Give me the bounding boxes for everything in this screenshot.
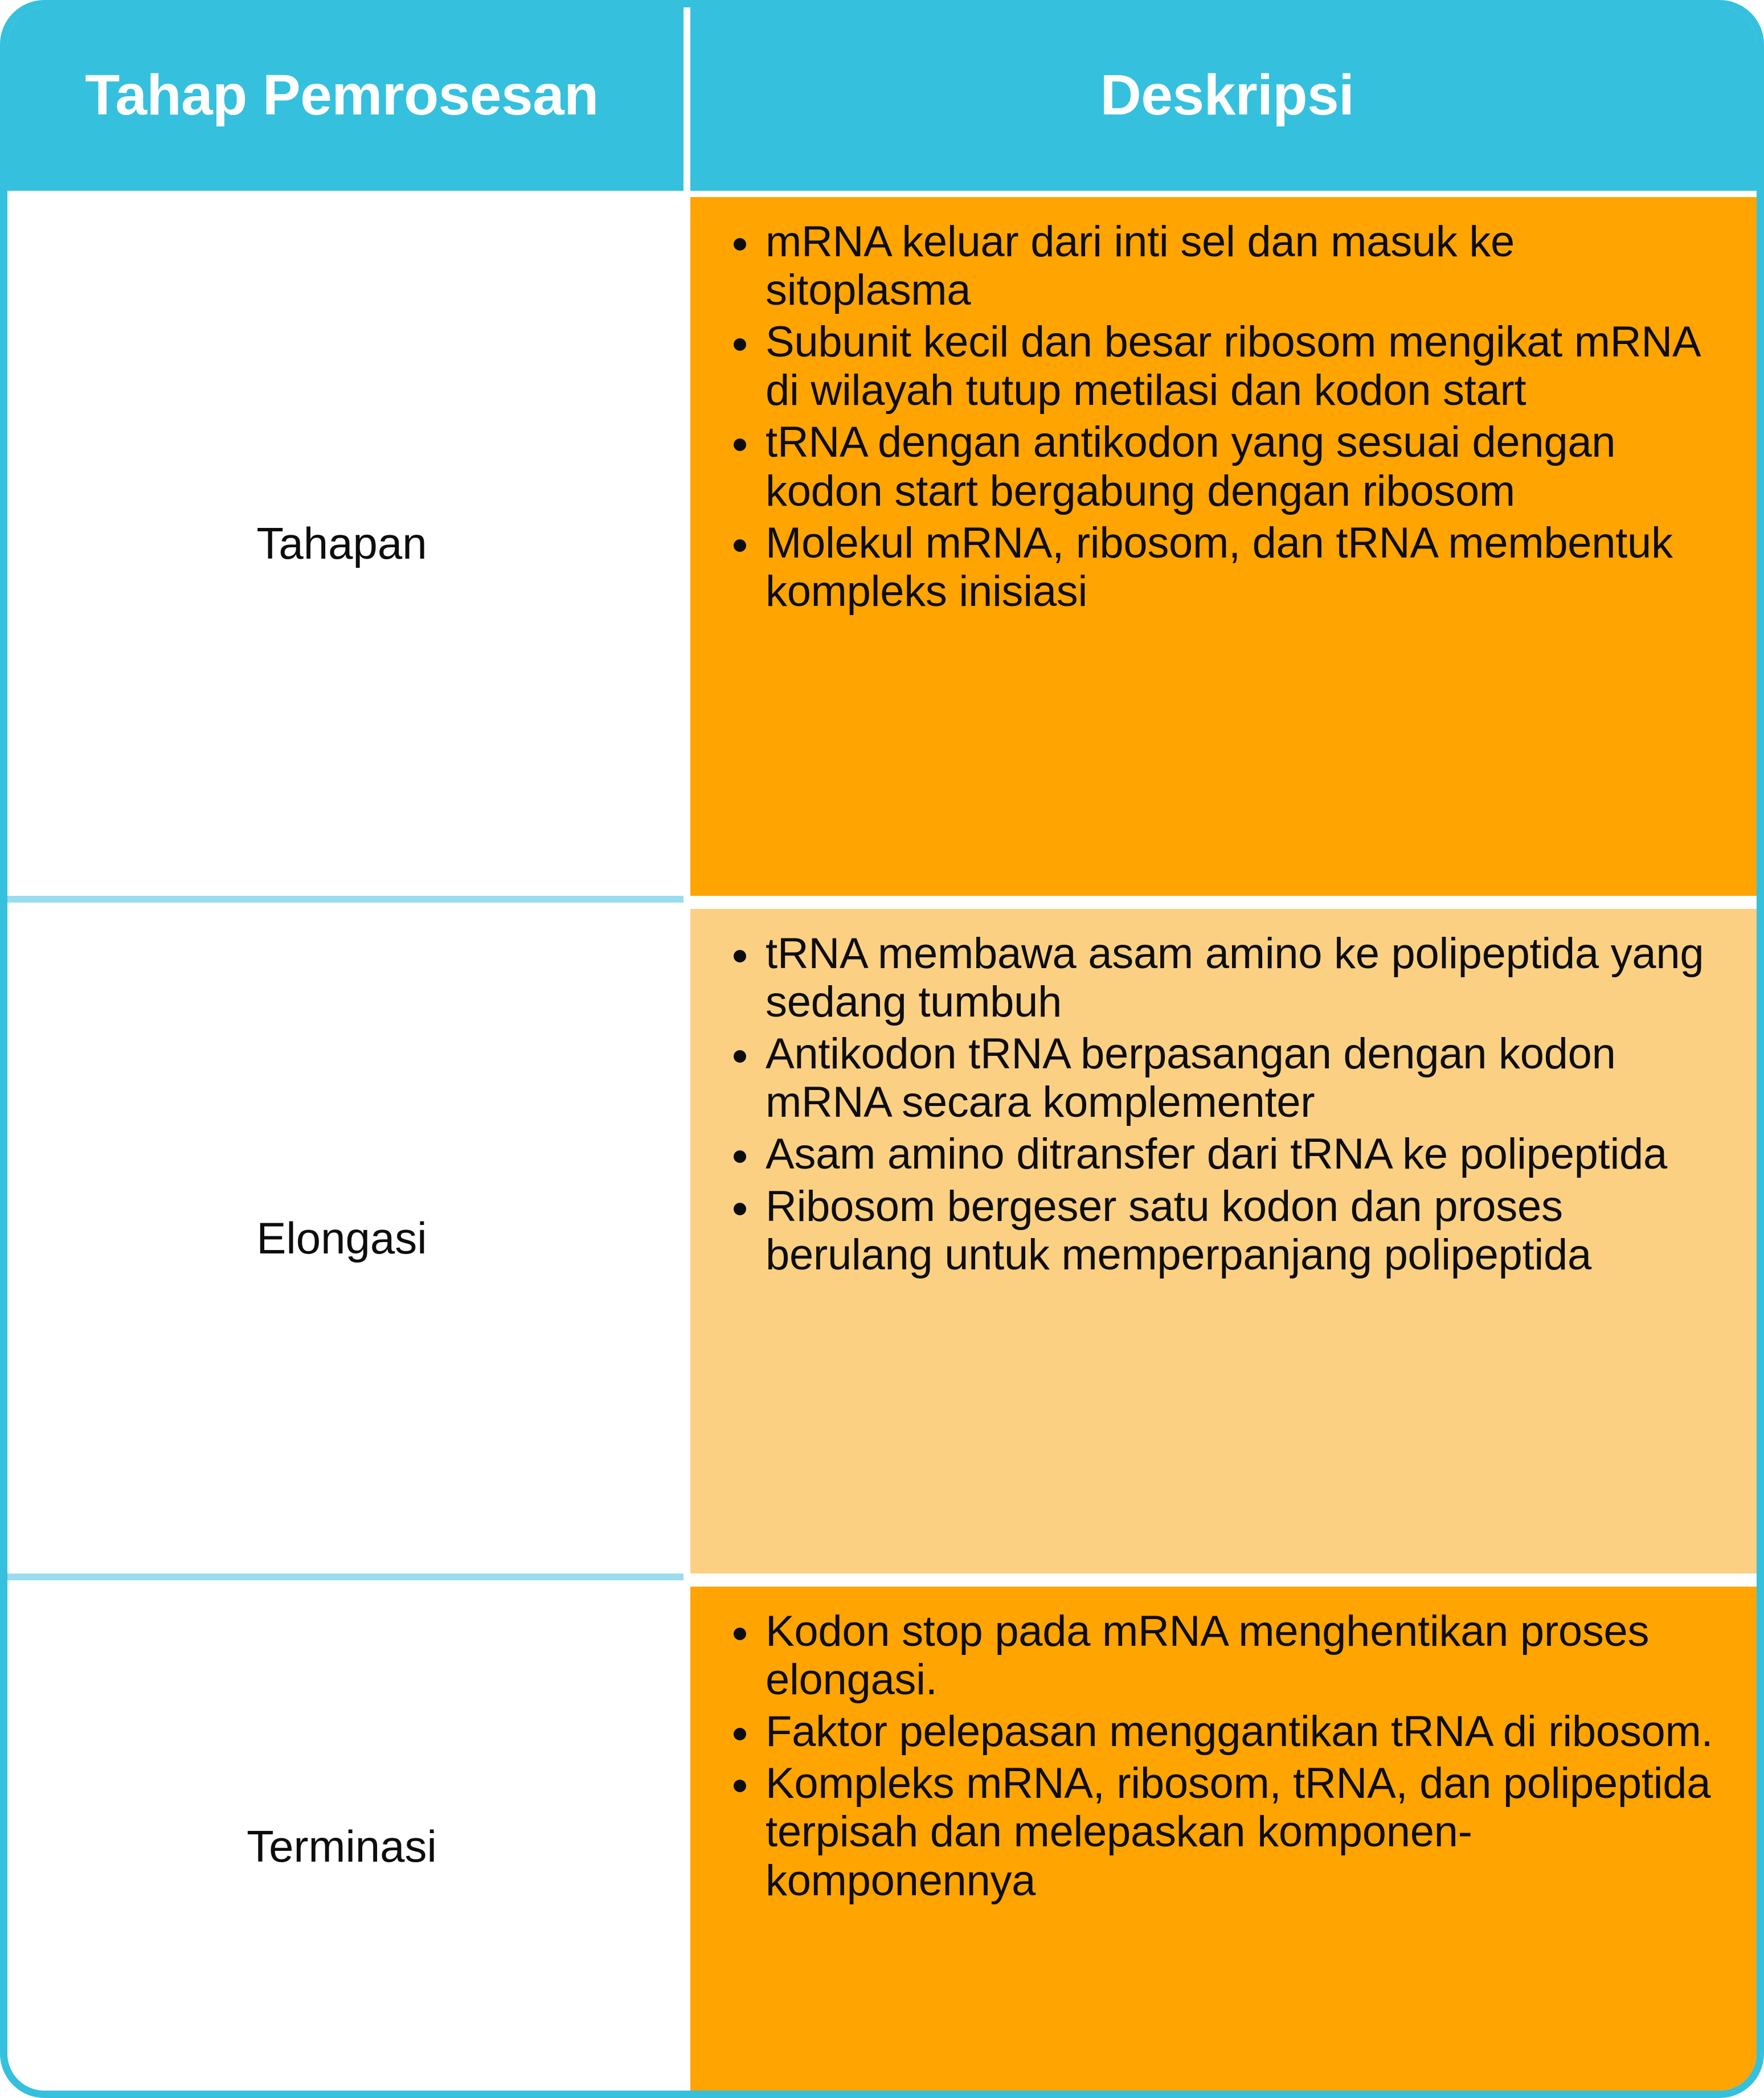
list-item: Faktor pelepasan menggantikan tRNA di ribosom. [766, 1707, 1730, 1756]
list-item: Kodon stop pada mRNA menghentikan proses elongasi. [766, 1607, 1730, 1704]
list-item: tRNA dengan antikodon yang sesuai dengan kodon start bergabung dengan ribosom [766, 418, 1730, 515]
table-cell-description [690, 909, 1764, 1574]
table-cell-description [690, 197, 1764, 896]
list-item: mRNA keluar dari inti sel dan masuk ke sitoplasma [766, 218, 1730, 314]
list-item: Asam amino ditransfer dari tRNA ke polipeptida [766, 1130, 1730, 1178]
table-row [0, 1580, 1764, 2098]
description-bullet-list [713, 218, 1730, 616]
list-item: Ribosom bergeser satu kodon dan proses berulang untuk memperpanjang polipeptida [766, 1182, 1730, 1279]
description-bullet-list [713, 1607, 1730, 1905]
row-divider-right [684, 896, 1764, 903]
table-body [0, 191, 1764, 2098]
stage-label: Terminasi [247, 1821, 437, 1871]
list-item: Kompleks mRNA, ribosom, tRNA, dan polipeptida terpisah dan melepaskan komponen-komponennya [766, 1759, 1730, 1904]
stage-label: Tahapan [256, 518, 427, 568]
list-item: Subunit kecil dan besar ribosom mengikat mRNA di wilayah tutup metilasi dan kodon start [766, 318, 1730, 415]
table-header-row [0, 0, 1764, 191]
header-column-divider [684, 0, 690, 191]
table-row [0, 903, 1764, 1574]
table-cell-stage [0, 903, 684, 1574]
table-cell-stage [0, 1580, 684, 2098]
row-divider-right [684, 1574, 1764, 1580]
list-item: Antikodon tRNA berpasangan dengan kodon mRNA secara komplementer [766, 1030, 1730, 1126]
row-divider-left [0, 896, 684, 903]
table-cell-stage [0, 191, 684, 896]
table-header-label-description: Deskripsi [1100, 63, 1354, 127]
stage-label: Elongasi [256, 1212, 427, 1263]
table-cell-description [690, 1587, 1764, 2098]
description-bullet-list [713, 929, 1730, 1279]
table-header-cell-description [690, 0, 1764, 191]
row-divider-left [0, 1574, 684, 1580]
table-header-cell-stage [0, 0, 684, 191]
table-header-label-stage: Tahap Pemrosesan [85, 63, 599, 127]
list-item: tRNA membawa asam amino ke polipeptida yang sedang tumbuh [766, 929, 1730, 1026]
table-row [0, 191, 1764, 896]
list-item: Molekul mRNA, ribosom, dan tRNA membentuk kompleks inisiasi [766, 519, 1730, 616]
